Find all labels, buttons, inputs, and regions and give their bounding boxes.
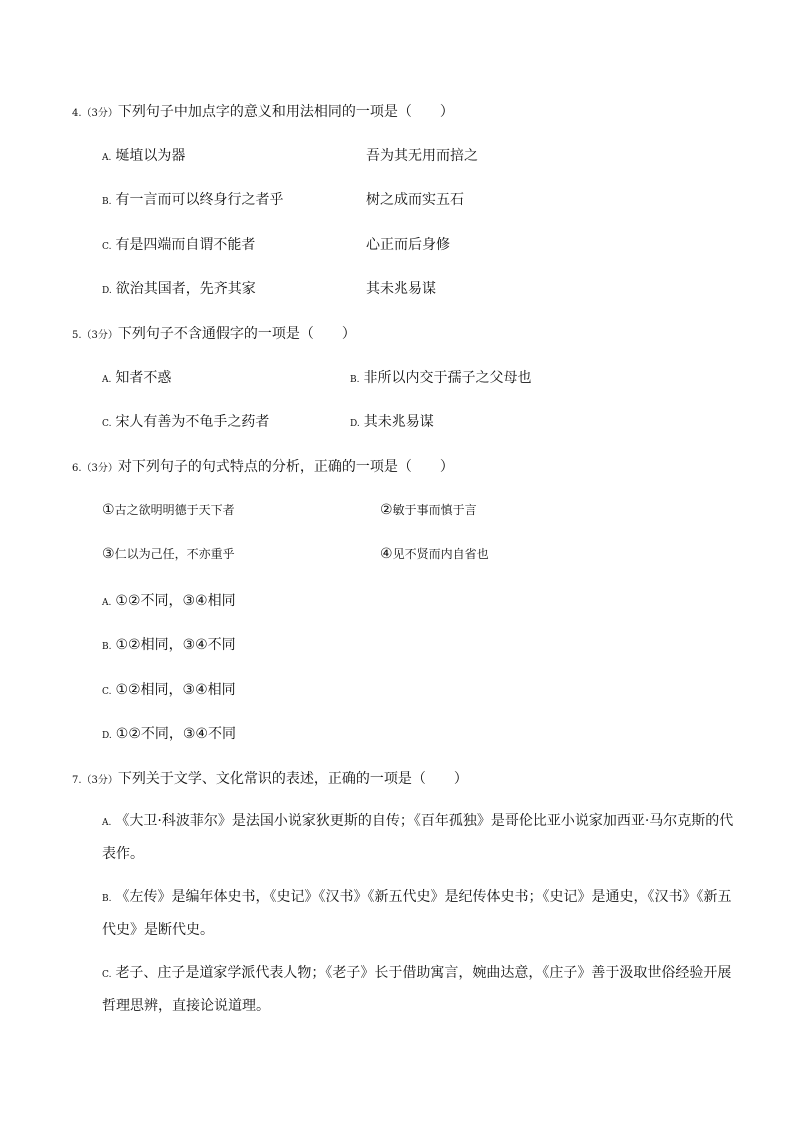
q4-option-c[interactable]: C. 有是四端而自谓不能者 xyxy=(102,237,256,253)
q5-option-b[interactable]: B. 非所以内交于孺子之父母也 xyxy=(350,370,532,386)
q6-sentence-1: ①古之欲明明德于天下者 xyxy=(102,502,235,518)
question-4-stem xyxy=(72,101,454,121)
q4-option-d[interactable]: D. 欲治其国者，先齐其家 xyxy=(102,281,256,297)
q5-option-c[interactable]: C. 宋人有善为不龟手之药者 xyxy=(102,414,270,430)
question-text: 下列句子不含通假字的一项是（ ） xyxy=(117,326,356,342)
q4-option-b[interactable]: B. 有一言而可以终身行之者乎 xyxy=(102,192,284,208)
q7-option-b[interactable]: B. 《左传》是编年体史书，《史记》《汉书》《新五代史》是纪传体史书；《史记》是通史，《汉书》《新五代史》是断代史。 xyxy=(102,889,732,938)
question-7-stem xyxy=(72,768,468,788)
question-text: 对下列句子的句式特点的分析，正确的一项是（ ） xyxy=(117,459,454,475)
q4-option-d-compare: 其未兆易谋 xyxy=(366,281,436,297)
q6-sentence-3: ③仁以为己任，不亦重乎 xyxy=(102,546,235,562)
q4-option-b-compare: 树之成而实五石 xyxy=(366,192,464,208)
q4-option-c-compare: 心正而后身修 xyxy=(366,237,450,253)
question-number: 4. xyxy=(72,108,82,119)
q6-option-d[interactable]: D. ①②不同，③④不同 xyxy=(102,726,236,742)
question-score: （3分） xyxy=(81,775,118,786)
q5-option-a[interactable]: A. 知者不惑 xyxy=(102,370,172,386)
question-number: 5. xyxy=(72,330,82,341)
question-score: （3分） xyxy=(81,108,118,119)
question-number: 6. xyxy=(72,463,82,474)
question-5-stem xyxy=(72,323,356,343)
q7-option-a[interactable]: A. 《大卫·科波菲尔》是法国小说家狄更斯的自传；《百年孤独》是哥伦比亚小说家加西亚·马尔克斯的代表作。 xyxy=(102,813,734,862)
q6-sentence-2: ②敏于事而慎于言 xyxy=(380,502,477,518)
q6-option-b[interactable]: B. ①②相同，③④不同 xyxy=(102,637,236,653)
q4-option-a-compare: 吾为其无用而掊之 xyxy=(366,148,478,164)
q4-option-a[interactable]: A. 埏埴以为器 xyxy=(102,148,186,164)
question-text: 下列句子中加点字的意义和用法相同的一项是（ ） xyxy=(117,104,454,120)
q5-option-d[interactable]: D. 其未兆易谋 xyxy=(350,414,434,430)
q7-option-c[interactable]: C. 老子、庄子是道家学派代表人物；《老子》长于借助寓言，婉曲达意，《庄子》善于汲取世俗经验开展哲理思辨，直接论说道理。 xyxy=(102,965,732,1014)
question-score: （3分） xyxy=(81,463,118,474)
q6-sentence-4: ④见不贤而内自省也 xyxy=(380,546,489,562)
question-score: （3分） xyxy=(81,330,118,341)
q6-option-c[interactable]: C. ①②相同，③④相同 xyxy=(102,682,236,698)
question-6-stem xyxy=(72,456,454,476)
question-number: 7. xyxy=(72,775,82,786)
q6-option-a[interactable]: A. ①②不同，③④相同 xyxy=(102,593,236,609)
question-text: 下列关于文学、文化常识的表述，正确的一项是（ ） xyxy=(117,771,468,787)
